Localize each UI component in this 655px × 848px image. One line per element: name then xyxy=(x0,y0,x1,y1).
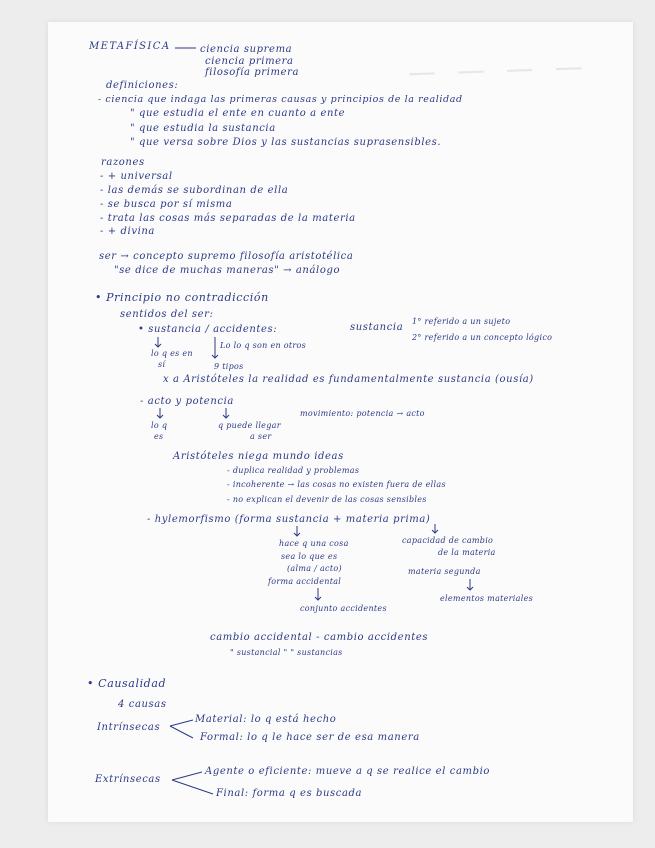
niega-item-3: - no explican el devenir de las cosas sensibles xyxy=(227,495,427,504)
sustancia-line: • sustancia / accidentes: xyxy=(138,324,278,335)
razon-3: - se busca por sí misma xyxy=(100,199,233,210)
lo-q-es-line-1: lo q xyxy=(151,421,168,430)
sentidos-heading: sentidos del ser: xyxy=(120,309,214,320)
acto-potencia: - acto y potencia xyxy=(140,396,234,407)
movimiento-line: movimiento: potencia → acto xyxy=(300,409,425,418)
materia-col-4: elementos materiales xyxy=(440,594,534,603)
aristoteles-line: x a Aristóteles la realidad es fundamentalmente sustancia (ousía) xyxy=(163,374,534,385)
forma-col-5: conjunto accidentes xyxy=(300,604,387,613)
cuatro-causas: 4 causas xyxy=(118,699,167,710)
hilemorfismo-line: - hylemorfismo (forma sustancia + materia prima) xyxy=(147,514,431,525)
brace-extrinsecas xyxy=(172,772,213,794)
razon-5: - + divina xyxy=(100,226,155,237)
intrinsecas-item-2: Formal: lo q le hace ser de esa manera xyxy=(200,732,420,743)
materia-col-2: de la materia xyxy=(438,548,496,557)
forma-col-2: sea lo que es xyxy=(281,552,338,561)
forma-col-4: forma accidental xyxy=(268,577,342,586)
synonym-2: ciencia primera xyxy=(205,56,294,67)
lo-que-es-line-1: lo q es en xyxy=(151,349,193,358)
definitions-heading: definiciones: xyxy=(106,80,179,91)
definition-1: - ciencia que indaga las primeras causas y principios de la realidad xyxy=(98,94,463,105)
niega-item-1: - duplica realidad y problemas xyxy=(227,466,360,475)
principio-heading: • Principio no contradicción xyxy=(95,291,269,304)
forma-col-1: hace q una cosa xyxy=(279,539,349,548)
razon-1: - + universal xyxy=(100,171,173,182)
definition-2: " que estudia el ente en cuanto a ente xyxy=(130,108,346,119)
cambio-line-2: " sustancial " " sustancias xyxy=(230,648,343,657)
page-title: METAFÍSICA xyxy=(89,41,171,52)
lo-que-es-line-2: sí xyxy=(158,360,166,369)
lo-q-puede-line-1: q puede llegar xyxy=(218,421,281,430)
bleed-through-text: — — — — xyxy=(407,49,590,90)
sustancia-ref-1: 1° referido a un sujeto xyxy=(412,317,511,326)
nueve-tipos: 9 tipos xyxy=(214,362,244,371)
niega-item-2: - incoherente → las cosas no existen fuera de ellas xyxy=(227,480,446,489)
materia-col-1: capacidad de cambio xyxy=(402,536,494,545)
definition-4: " que versa sobre Dios y las sustancias suprasensibles. xyxy=(130,137,442,148)
razones-heading: razones xyxy=(101,157,145,168)
intrinsecas-label: Intrínsecas xyxy=(97,722,161,733)
lo-que-son-otros: Lo lo q son en otros xyxy=(220,341,307,350)
extrinsecas-item-1: Agente o eficiente: mueve a q se realice el cambio xyxy=(205,766,491,777)
forma-col-3: (alma / acto) xyxy=(287,564,342,573)
causalidad-heading: • Causalidad xyxy=(87,677,167,690)
ser-line-1: ser → concepto supremo filosofía aristotélica xyxy=(99,251,354,262)
intrinsecas-item-1: Material: lo q está hecho xyxy=(195,714,337,725)
razon-2: - las demás se subordinan de ella xyxy=(100,185,289,196)
razon-4: - trata las cosas más separadas de la materia xyxy=(100,213,356,224)
cambio-line-1: cambio accidental - cambio accidentes xyxy=(210,632,429,643)
extrinsecas-item-2: Final: forma q es buscada xyxy=(216,788,363,799)
brace-intrinsecas xyxy=(170,720,193,738)
definition-3: " que estudia la sustancia xyxy=(130,123,276,134)
sustancia-side-label: sustancia xyxy=(350,322,404,333)
synonym-3: filosofía primera xyxy=(205,67,300,78)
sustancia-ref-2: 2° referido a un concepto lógico xyxy=(412,333,553,342)
aristoteles-niega: Aristóteles niega mundo ideas xyxy=(173,451,344,462)
lo-q-puede-line-2: a ser xyxy=(250,432,272,441)
ser-line-2: "se dice de muchas maneras" → análogo xyxy=(114,265,341,276)
lo-q-es-line-2: es xyxy=(154,432,164,441)
synonym-1: ciencia suprema xyxy=(200,44,293,55)
extrinsecas-label: Extrínsecas xyxy=(95,774,161,785)
materia-col-3: materia segunda xyxy=(408,567,481,576)
